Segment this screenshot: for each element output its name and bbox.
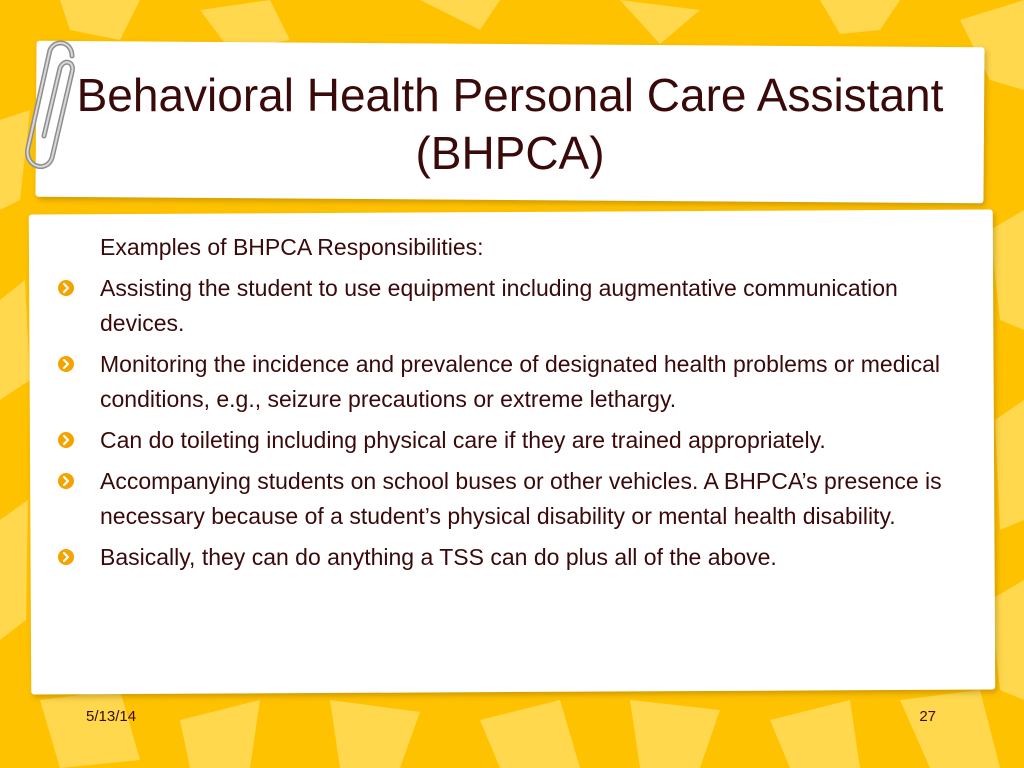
page-number: 27 [919, 708, 936, 725]
list-item [58, 464, 958, 534]
list-item-text: Accompanying students on school buses or other vehicles. A BHPCA’s presence is necessary because of a student’s physical disability or mental health disability. [100, 468, 942, 529]
list-item-text: Monitoring the incidence and prevalence of designated health problems or medical conditions, e.g., seizure precautions or extreme lethargy. [100, 351, 941, 412]
slide-title: Behavioral Health Personal Care Assistant (BHPCA) [76, 69, 944, 179]
slide-content [58, 230, 958, 581]
chevron-circle-right-icon [58, 356, 74, 372]
responsibilities-heading: Examples of BHPCA Responsibilities: [100, 234, 484, 260]
footer-date: 5/13/14 [86, 708, 137, 725]
responsibilities-list [58, 271, 958, 575]
list-item [58, 423, 958, 458]
list-item-text: Can do toileting including physical care if they are trained appropriately. [100, 427, 826, 453]
chevron-circle-right-icon [58, 473, 74, 489]
list-item-text: Assisting the student to use equipment including augmentative communication devices. [100, 275, 898, 336]
list-item [58, 347, 958, 417]
list-item [58, 540, 958, 575]
paperclip-icon [20, 36, 90, 186]
chevron-circle-right-icon [58, 432, 74, 448]
list-item-text: Basically, they can do anything a TSS can do plus all of the above. [100, 544, 777, 570]
chevron-circle-right-icon [58, 280, 74, 296]
chevron-circle-right-icon [58, 549, 74, 565]
list-item [58, 271, 958, 341]
